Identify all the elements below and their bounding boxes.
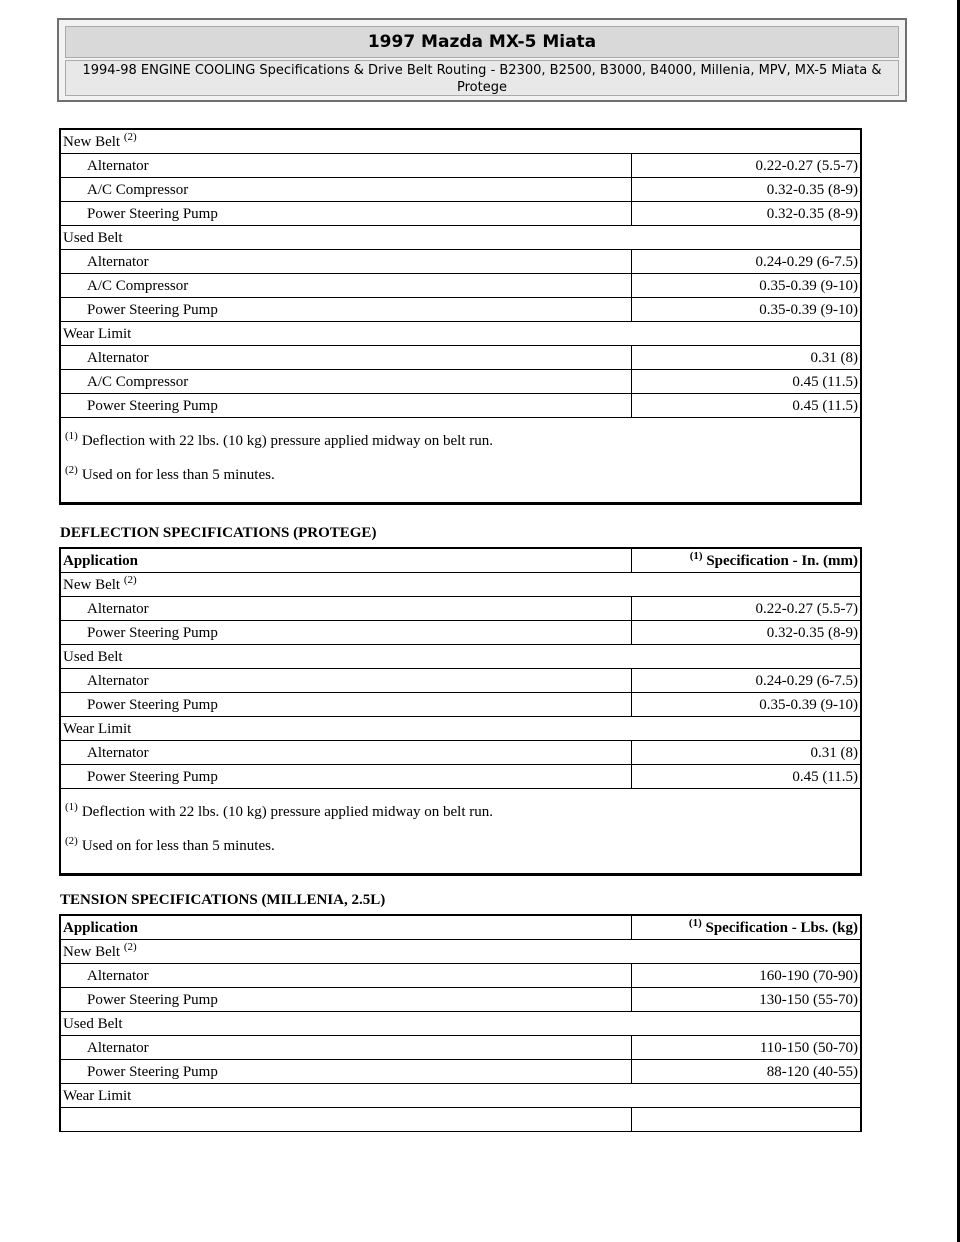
- header-specification: [632, 915, 862, 940]
- table-row: [60, 741, 861, 765]
- row-value: 0.45 (11.5): [632, 765, 862, 789]
- row-value: 0.31 (8): [632, 346, 862, 370]
- group-label-text: Wear Limit: [63, 720, 132, 737]
- row-label: Alternator: [60, 346, 632, 370]
- footnote-mark: (1): [65, 430, 78, 442]
- group-label-text: Used Belt: [63, 1015, 123, 1032]
- group-label: [60, 322, 861, 346]
- header-footnote-mark: (1): [689, 549, 703, 562]
- row-label: Alternator: [60, 250, 632, 274]
- table-row: [60, 274, 861, 298]
- header-footnote-mark: (1): [688, 916, 702, 929]
- group-label-text: New Belt: [63, 133, 121, 150]
- group-label: [60, 717, 861, 741]
- group-label: [60, 940, 861, 964]
- footnote-mark: (1): [65, 801, 78, 813]
- group-label-text: Wear Limit: [63, 325, 132, 342]
- table-row: [60, 250, 861, 274]
- document-header: [57, 18, 907, 102]
- footnote-text: Deflection with 22 lbs. (10 kg) pressure applied midway on belt run.: [81, 433, 493, 449]
- row-label: Alternator: [60, 669, 632, 693]
- header-application: Application: [60, 915, 632, 940]
- group-label-text: Used Belt: [63, 648, 123, 665]
- row-label: A/C Compressor: [60, 178, 632, 202]
- row-label: Power Steering Pump: [60, 298, 632, 322]
- table-row: [60, 621, 861, 645]
- row-value: 0.35-0.39 (9-10): [632, 693, 862, 717]
- table-row: [60, 1108, 861, 1132]
- row-label: Power Steering Pump: [60, 621, 632, 645]
- table-row: [60, 1036, 861, 1060]
- row-value: 0.22-0.27 (5.5-7): [632, 597, 862, 621]
- row-value: 0.32-0.35 (8-9): [632, 621, 862, 645]
- row-label: [60, 1108, 632, 1132]
- row-value: 0.24-0.29 (6-7.5): [632, 250, 862, 274]
- table-group-row: [60, 129, 861, 154]
- table-row: [60, 346, 861, 370]
- spec-table-continued: [59, 128, 862, 505]
- row-value: 130-150 (55-70): [632, 988, 862, 1012]
- row-label: Alternator: [60, 154, 632, 178]
- footnote: [65, 829, 856, 863]
- group-footnote-mark: (2): [123, 130, 137, 143]
- table-row: [60, 178, 861, 202]
- spec-table-millenia: [59, 914, 862, 1132]
- header-spec-label: Specification - In. (mm): [706, 552, 858, 569]
- row-value: 88-120 (40-55): [632, 1060, 862, 1084]
- group-label-text: Wear Limit: [63, 1087, 132, 1104]
- row-value: 0.24-0.29 (6-7.5): [632, 669, 862, 693]
- group-label-text: New Belt: [63, 576, 121, 593]
- group-footnote-mark: (2): [123, 940, 137, 953]
- row-label: Alternator: [60, 964, 632, 988]
- group-footnote-mark: (2): [123, 573, 137, 586]
- table-group-row: [60, 226, 861, 250]
- table-row: [60, 988, 861, 1012]
- group-label-text: New Belt: [63, 943, 121, 960]
- footnote-mark: (2): [65, 464, 78, 476]
- footnote: [65, 458, 856, 492]
- header-application: Application: [60, 548, 632, 573]
- footnote: [65, 424, 856, 458]
- table-row: [60, 964, 861, 988]
- group-label: [60, 226, 861, 250]
- footnote-mark: (2): [65, 835, 78, 847]
- document-title: 1997 Mazda MX-5 Miata: [65, 26, 899, 58]
- row-value: 0.31 (8): [632, 741, 862, 765]
- table-row: [60, 669, 861, 693]
- table-group-row: [60, 322, 861, 346]
- group-label: [60, 129, 861, 154]
- footnotes: [60, 418, 861, 504]
- row-value: 0.35-0.39 (9-10): [632, 274, 862, 298]
- group-label: [60, 1084, 861, 1108]
- group-label: [60, 1012, 861, 1036]
- row-value: 0.32-0.35 (8-9): [632, 178, 862, 202]
- table-header-row: [60, 548, 861, 573]
- table-row: [60, 154, 861, 178]
- table-row: [60, 370, 861, 394]
- row-label: Power Steering Pump: [60, 988, 632, 1012]
- table-header-row: [60, 915, 861, 940]
- table-row: [60, 693, 861, 717]
- header-spec-label: Specification - Lbs. (kg): [705, 919, 858, 936]
- row-value: 0.45 (11.5): [632, 370, 862, 394]
- row-label: Power Steering Pump: [60, 1060, 632, 1084]
- table-group-row: [60, 717, 861, 741]
- table-row: [60, 394, 861, 418]
- footnote-text: Used on for less than 5 minutes.: [81, 838, 275, 854]
- table-row: [60, 298, 861, 322]
- row-label: A/C Compressor: [60, 370, 632, 394]
- row-value: 160-190 (70-90): [632, 964, 862, 988]
- table-group-row: [60, 1084, 861, 1108]
- row-label: A/C Compressor: [60, 274, 632, 298]
- table-group-row: [60, 940, 861, 964]
- row-value: 0.22-0.27 (5.5-7): [632, 154, 862, 178]
- footnote-text: Used on for less than 5 minutes.: [81, 467, 275, 483]
- row-value: 0.45 (11.5): [632, 394, 862, 418]
- row-label: Power Steering Pump: [60, 693, 632, 717]
- row-label: Alternator: [60, 597, 632, 621]
- row-label: Power Steering Pump: [60, 202, 632, 226]
- group-label: [60, 645, 861, 669]
- row-label: Power Steering Pump: [60, 765, 632, 789]
- footnote: [65, 795, 856, 829]
- table-group-row: [60, 573, 861, 597]
- table-row: [60, 597, 861, 621]
- header-specification: [632, 548, 862, 573]
- group-label: [60, 573, 861, 597]
- section-title-protege: DEFLECTION SPECIFICATIONS (PROTEGE): [60, 525, 377, 541]
- row-label: Power Steering Pump: [60, 394, 632, 418]
- table-group-row: [60, 1012, 861, 1036]
- row-value: [632, 1108, 862, 1132]
- footnotes: [60, 789, 861, 875]
- group-label-text: Used Belt: [63, 229, 123, 246]
- table-row: [60, 765, 861, 789]
- table-group-row: [60, 645, 861, 669]
- footnote-row: [60, 418, 861, 504]
- row-label: Alternator: [60, 1036, 632, 1060]
- row-value: 110-150 (50-70): [632, 1036, 862, 1060]
- footnote-row: [60, 789, 861, 875]
- row-value: 0.32-0.35 (8-9): [632, 202, 862, 226]
- table-row: [60, 1060, 861, 1084]
- row-label: Alternator: [60, 741, 632, 765]
- footnote-text: Deflection with 22 lbs. (10 kg) pressure applied midway on belt run.: [81, 804, 493, 820]
- document-subtitle: 1994-98 ENGINE COOLING Specifications & Drive Belt Routing - B2300, B2500, B3000, B4000, Millenia, MPV, MX-5 Miata & Protege: [65, 60, 899, 96]
- row-value: 0.35-0.39 (9-10): [632, 298, 862, 322]
- section-title-millenia: TENSION SPECIFICATIONS (MILLENIA, 2.5L): [60, 892, 386, 908]
- spec-table-protege: [59, 547, 862, 876]
- table-row: [60, 202, 861, 226]
